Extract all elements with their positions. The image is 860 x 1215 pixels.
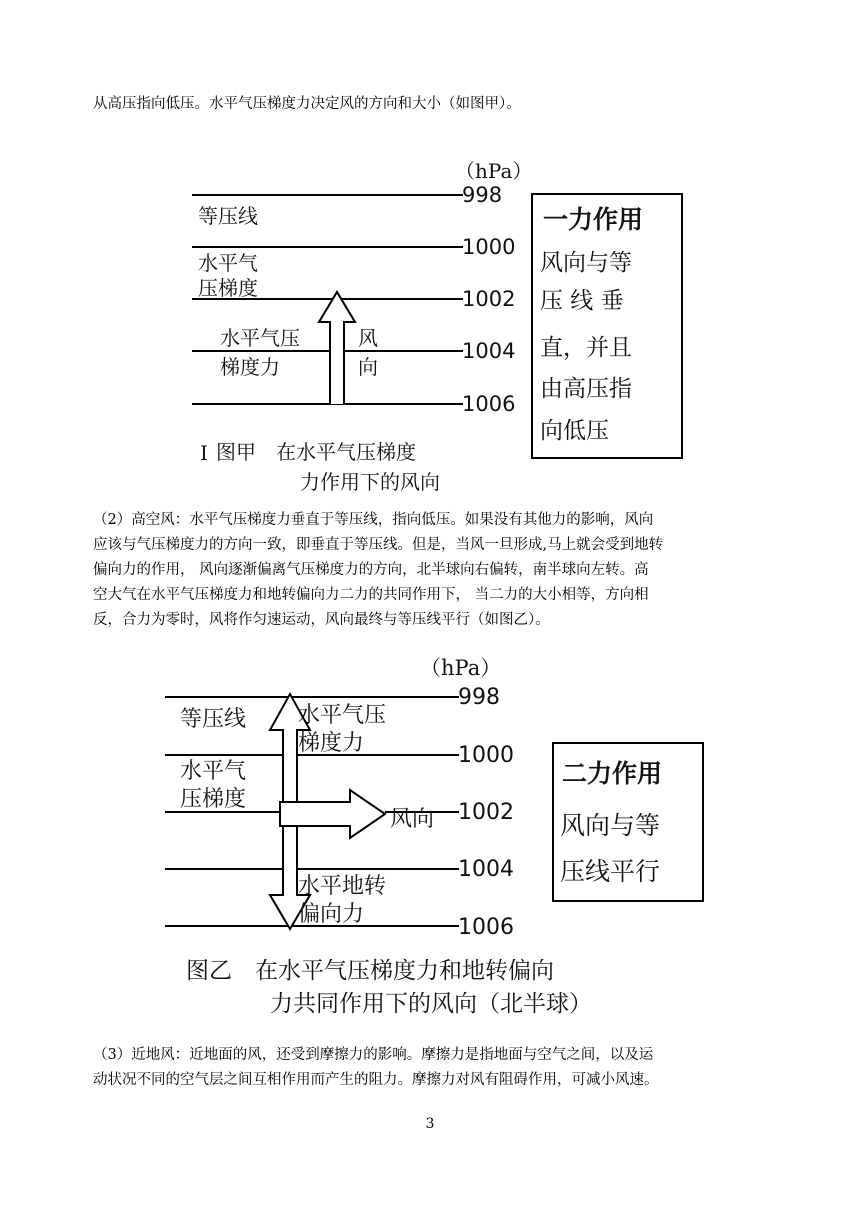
caption-yi-2: 力共同作用下的风向（北半球）	[270, 991, 592, 1017]
yi-coriolis-label-1: 水平地转	[298, 874, 387, 899]
page-number: 3	[425, 1116, 435, 1132]
yi-isobar-label: 等压线	[180, 707, 247, 732]
yi-gradient-label-2: 压梯度	[180, 787, 247, 812]
paragraph-surface-wind-1: （3）近地风：近地面的风，还受到摩擦力的影响。摩擦力是指地面与空气之间，以及运	[93, 1047, 654, 1063]
yi-isobar-1002-label: 1002	[458, 800, 514, 825]
yi-isobar-1006-label: 1006	[458, 915, 514, 940]
box-line-4: 由高压指	[540, 376, 632, 402]
caption-mark: I	[200, 441, 208, 465]
box-line-1: 风向与等	[540, 250, 632, 276]
force-label-1: 水平气压	[220, 326, 300, 350]
paragraph-upper-wind-4: 空大气在水平气压梯度力和地转偏向力二力的共同作用下， 当二力的大小相等，方向相	[93, 587, 649, 603]
box-title: 一力作用	[543, 205, 644, 234]
yi-isobar-998-label: 998	[458, 685, 500, 710]
yi-isobar-1000-label: 1000	[458, 743, 514, 768]
paragraph-upper-wind-3: 偏向力的作用， 风向逐渐偏离气压梯度力的方向，北半球向右偏转，南半球向左转。高	[93, 562, 649, 578]
yi-coriolis-label-2: 偏向力	[298, 902, 365, 927]
yi-gradient-label-1: 水平气	[180, 759, 247, 784]
box-line-5: 向低压	[540, 418, 609, 444]
force-label-2: 梯度力	[220, 355, 280, 379]
box-line-2: 压 线 垂	[540, 288, 624, 314]
box-line-3: 直，并且	[540, 335, 632, 361]
yi-wind-label: 风向	[390, 807, 435, 832]
caption-jia-1: 图甲 在水平气压梯度	[216, 440, 416, 464]
unit-label-yi: （hPa）	[420, 656, 502, 680]
yi-isobar-1004-label: 1004	[458, 857, 514, 882]
yi-force-label-2: 梯度力	[298, 731, 365, 756]
isobar-1000-label: 1000	[462, 235, 516, 259]
yi-box-title: 二力作用	[562, 759, 663, 788]
isobar-998-label: 998	[462, 183, 503, 207]
paragraph-upper-wind-5: 反，合力为零时，风将作匀速运动，风向最终与等压线平行（如图乙）。	[93, 612, 550, 628]
gradient-label-2: 压梯度	[198, 276, 258, 300]
paragraph-upper-wind-1: （2）高空风：水平气压梯度力垂直于等压线，指向低压。如果没有其他力的影响，风向	[93, 512, 654, 528]
isobar-1002-label: 1002	[462, 287, 516, 311]
unit-label: （hPa）	[455, 159, 533, 183]
caption-yi-1: 图乙 在水平气压梯度力和地转偏向	[186, 958, 554, 984]
yi-force-label-1: 水平气压	[298, 703, 387, 728]
yi-box-line-1: 风向与等	[560, 811, 661, 840]
wind-label-1: 风	[358, 326, 378, 350]
caption-jia-2: 力作用下的风向	[300, 470, 440, 494]
paragraph-intro: 从高压指向低压。水平气压梯度力决定风的方向和大小（如图甲）。	[93, 96, 521, 112]
isobar-1004-label: 1004	[462, 339, 516, 363]
isobar-label: 等压线	[198, 204, 258, 228]
paragraph-upper-wind-2: 应该与气压梯度力的方向一致，即垂直于等压线。但是，当风一旦形成,马上就会受到地转	[93, 537, 664, 553]
paragraph-surface-wind-2: 动状况不同的空气层之间互相作用而产生的阻力。摩擦力对风有阻碍作用，可减小风速。	[93, 1072, 659, 1088]
yi-box-line-2: 压线平行	[560, 857, 661, 886]
gradient-label-1: 水平气	[198, 251, 258, 275]
isobar-1006-label: 1006	[462, 392, 516, 416]
wind-label-2: 向	[358, 355, 378, 379]
